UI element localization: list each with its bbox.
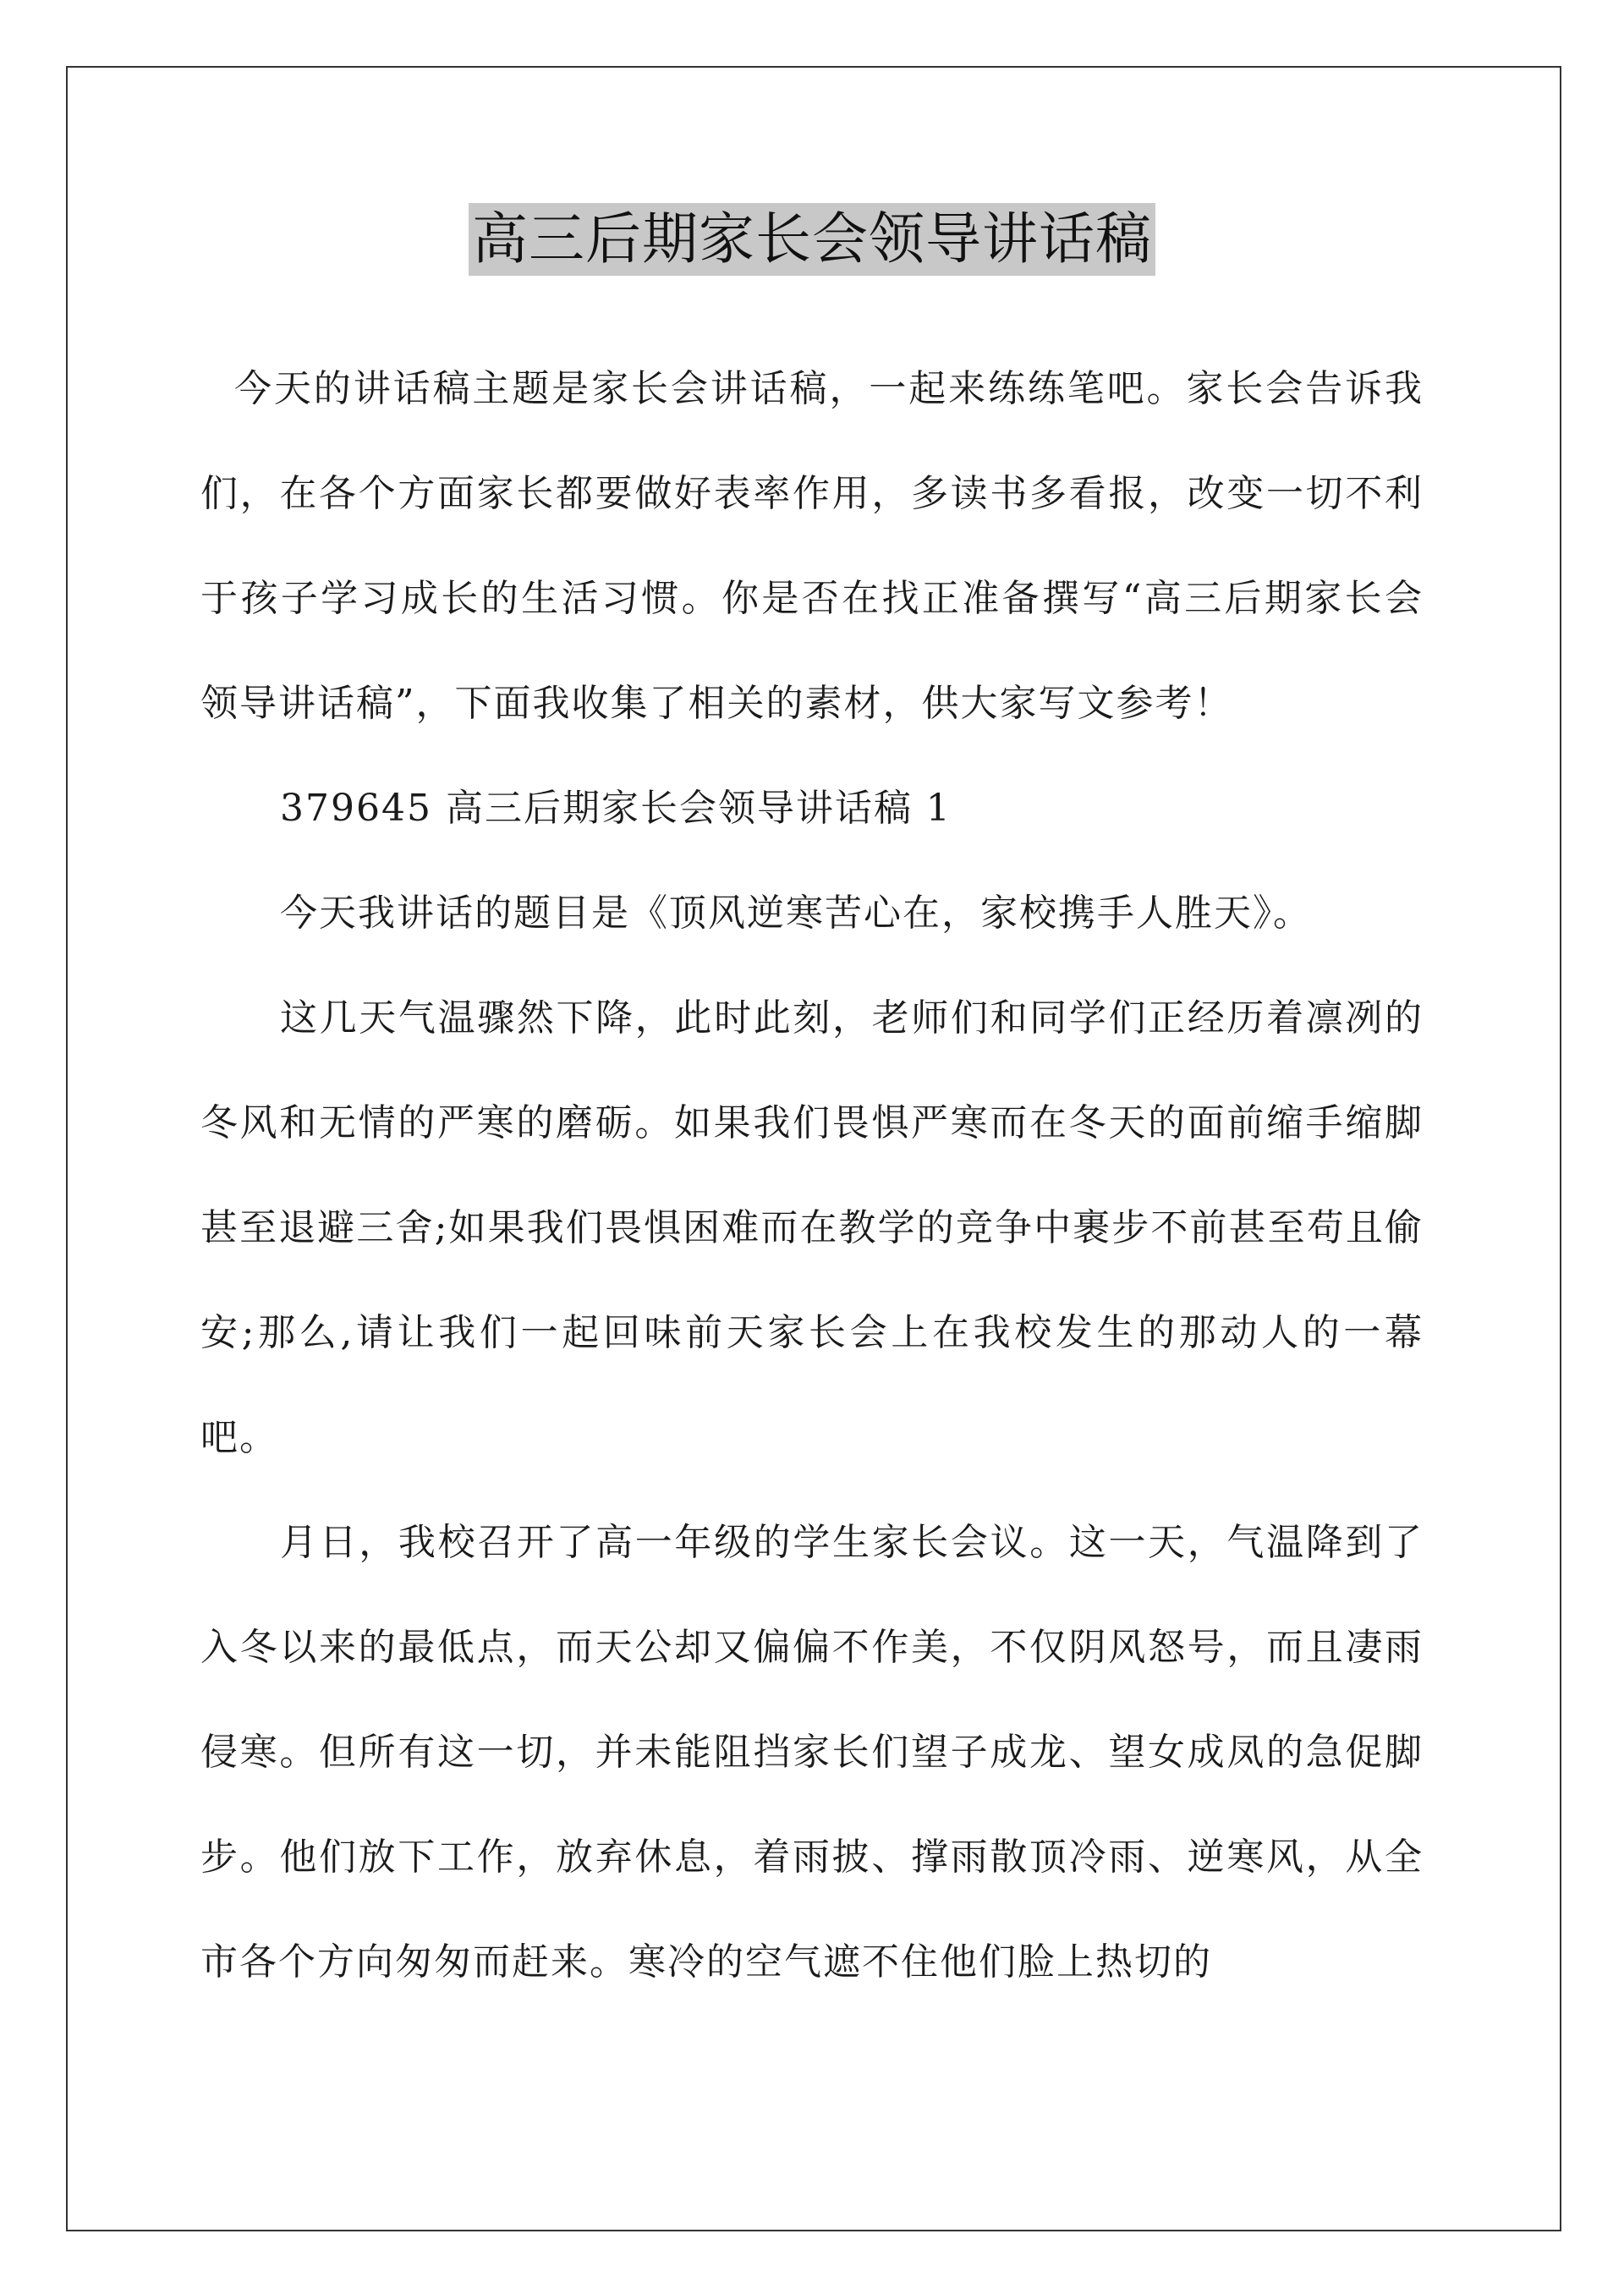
title-container xyxy=(0,203,1624,276)
intro-paragraph: 今天的讲话稿主题是家长会讲话稿，一起来练练笔吧。家长会告诉我们，在各个方面家长都要做好表率作用，多读书多看报，改变一切不利于孩子学习成长的生活习惯。你是否在找正准备撰写“高三后期家长会领导讲话稿”，下面我收集了相关的素材，供大家写文参考！ xyxy=(200,367,1424,725)
document-title: 高三后期家长会领导讲话稿 xyxy=(469,203,1155,276)
document-body xyxy=(200,337,1424,2015)
speech-topic-paragraph: 今天我讲话的题目是《顶风逆寒苦心在，家校携手人胜天》。 xyxy=(280,892,1312,935)
section-heading: 379645 高三后期家长会领导讲话稿 1 xyxy=(280,787,952,830)
body-paragraph: 这几天气温骤然下降，此时此刻，老师们和同学们正经历着凛冽的冬风和无情的严寒的磨砺。如果我们畏惧严寒而在冬天的面前缩手缩脚甚至退避三舍;如果我们畏惧困难而在教学的竞争中裹步不前甚至苟且偷安;那么,请让我们一起回味前天家长会上在我校发生的那动人的一幕吧。 xyxy=(200,996,1424,1459)
body-paragraph: 月日，我校召开了高一年级的学生家长会议。这一天，气温降到了入冬以来的最低点，而天公却又偏偏不作美，不仅阴风怒号，而且凄雨侵寒。但所有这一切，并未能阻挡家长们望子成龙、望女成凤的急促脚步。他们放下工作，放弃休息，着雨披、撑雨散顶冷雨、逆寒风，从全市各个方向匆匆而赶来。寒冷的空气遮不住他们脸上热切的 xyxy=(200,1521,1424,1984)
